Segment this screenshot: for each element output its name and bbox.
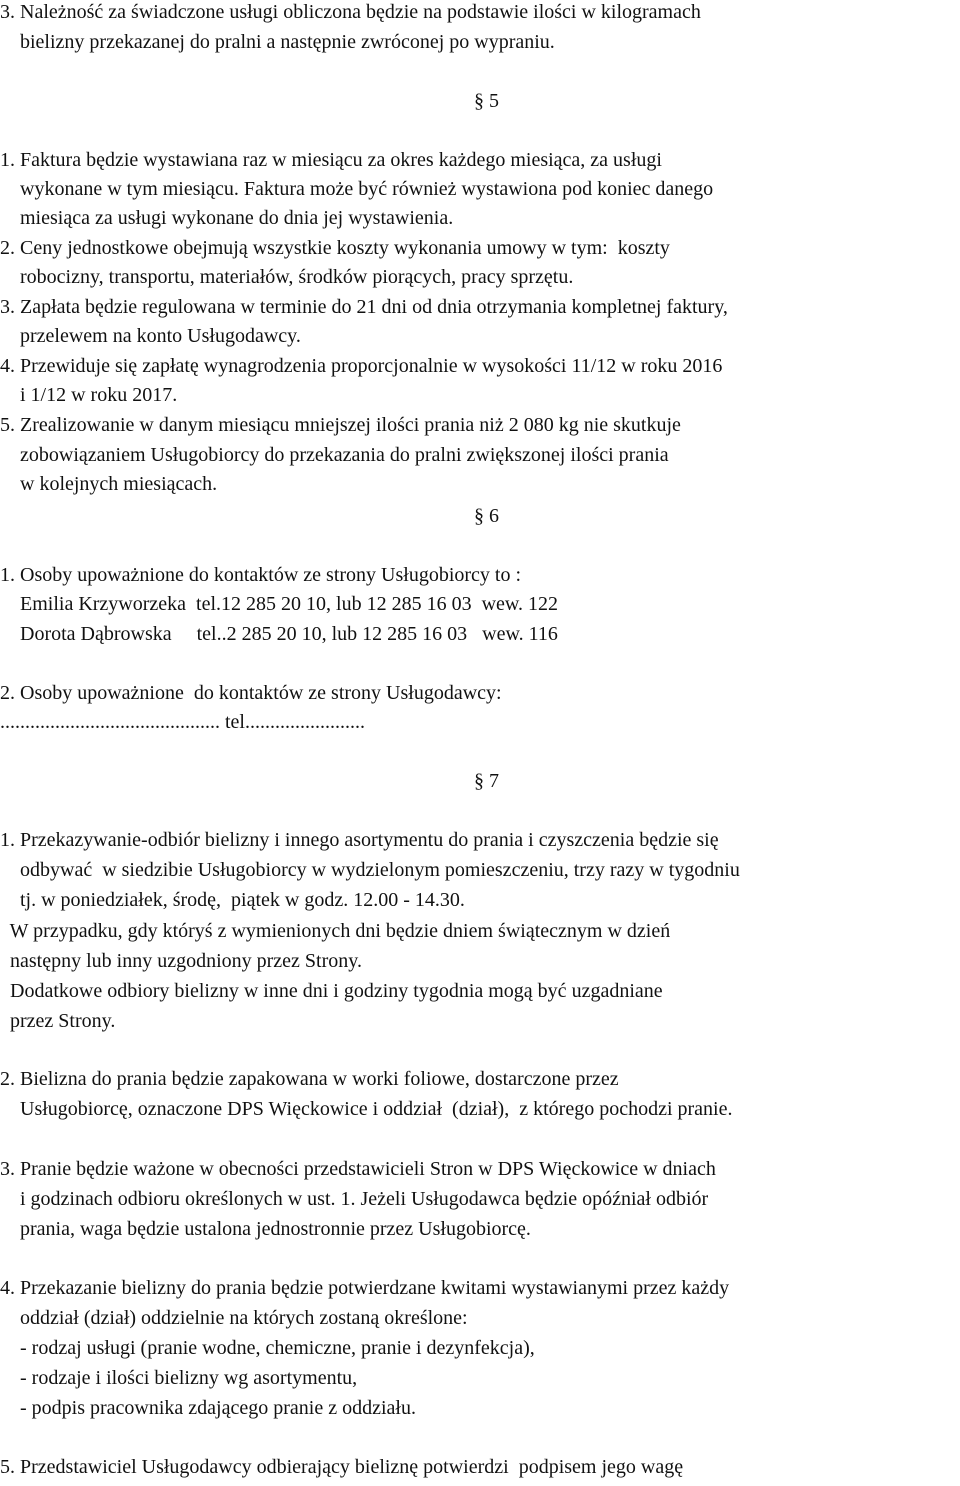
paragraph-line: robocizny, transportu, materiałów, środków piorących, pracy sprzętu. — [0, 266, 574, 288]
paragraph-line: W przypadku, gdy któryś z wymienionych dni będzie dniem świątecznym w dzień — [0, 920, 671, 942]
contact-line: Dorota Dąbrowska tel..2 285 20 10, lub 12 285 16 03 wew. 116 — [0, 623, 558, 645]
paragraph-line: Usługobiorcę, oznaczone DPS Więckowice i oddział (dział), z którego pochodzi pranie. — [0, 1098, 733, 1120]
paragraph-line: tj. w poniedziałek, środę, piątek w godz. 12.00 - 14.30. — [0, 889, 465, 911]
paragraph-line: 5. Przedstawiciel Usługodawcy odbierający bieliznę potwierdzi podpisem jego wagę — [0, 1456, 684, 1478]
paragraph-line: 1. Osoby upoważnione do kontaktów ze strony Usługobiorcy to : — [0, 564, 522, 586]
section-heading-5: § 5 — [474, 90, 499, 112]
paragraph-line: 5. Zrealizowanie w danym miesiącu mniejszej ilości prania niż 2 080 kg nie skutkuje — [0, 414, 681, 436]
paragraph-line: następny lub inny uzgodniony przez Strony. — [0, 950, 362, 972]
paragraph-line: miesiąca za usługi wykonane do dnia jej wystawienia. — [0, 207, 454, 229]
paragraph-line: 1. Faktura będzie wystawiana raz w miesiącu za okres każdego miesiąca, za usługi — [0, 149, 662, 171]
paragraph-line: 4. Przewiduje się zapłatę wynagrodzenia proporcjonalnie w wysokości 11/12 w roku 2016 — [0, 355, 723, 377]
paragraph-line: i godzinach odbioru określonych w ust. 1. Jeżeli Usługodawca będzie opóźniał odbiór — [0, 1188, 709, 1210]
paragraph-line: odbywać w siedzibie Usługobiorcy w wydzielonym pomieszczeniu, trzy razy w tygodniu — [0, 859, 740, 881]
paragraph-line: zobowiązaniem Usługobiorcy do przekazania do pralni zwiększonej ilości prania — [0, 444, 669, 466]
paragraph-line: 2. Ceny jednostkowe obejmują wszystkie koszty wykonania umowy w tym: koszty — [0, 237, 670, 259]
list-item: - podpis pracownika zdającego pranie z oddziału. — [0, 1397, 416, 1419]
section-heading-7: § 7 — [474, 770, 499, 792]
paragraph-line: 2. Osoby upoważnione do kontaktów ze strony Usługodawcy: — [0, 682, 502, 704]
paragraph-line: w kolejnych miesiącach. — [0, 473, 218, 495]
paragraph-line: 3. Pranie będzie ważone w obecności przedstawicieli Stron w DPS Więckowice w dniach — [0, 1158, 716, 1180]
contact-line: Emilia Krzyworzeka tel.12 285 20 10, lub 12 285 16 03 wew. 122 — [0, 593, 559, 615]
paragraph-line: i 1/12 w roku 2017. — [0, 384, 178, 406]
paragraph-line: 2. Bielizna do prania będzie zapakowana w worki foliowe, dostarczone przez — [0, 1068, 619, 1090]
contact-placeholder-line: ............................................ tel........................ — [0, 711, 365, 733]
paragraph-line: przez Strony. — [0, 1010, 116, 1032]
paragraph-line: wykonane w tym miesiącu. Faktura może być również wystawiona pod koniec danego — [0, 178, 714, 200]
paragraph-line: przelewem na konto Usługodawcy. — [0, 325, 301, 347]
paragraph-line: 4. Przekazanie bielizny do prania będzie potwierdzane kwitami wystawianymi przez każdy — [0, 1277, 730, 1299]
paragraph-line: 1. Przekazywanie-odbiór bielizny i innego asortymentu do prania i czyszczenia będzie się — [0, 829, 719, 851]
section-heading-6: § 6 — [474, 505, 499, 527]
paragraph-line: bielizny przekazanej do pralni a następnie zwróconej po wypraniu. — [0, 31, 555, 53]
list-item: - rodzaj usługi (pranie wodne, chemiczne, pranie i dezynfekcja), — [0, 1337, 535, 1359]
paragraph-line: prania, waga będzie ustalona jednostronnie przez Usługobiorcę. — [0, 1218, 531, 1240]
paragraph-line: Dodatkowe odbiory bielizny w inne dni i godziny tygodnia mogą być uzgadniane — [0, 980, 663, 1002]
paragraph-line: oddział (dział) oddzielnie na których zostaną określone: — [0, 1307, 468, 1329]
list-item: - rodzaje i ilości bielizny wg asortymentu, — [0, 1367, 358, 1389]
paragraph-line: 3. Należność za świadczone usługi obliczona będzie na podstawie ilości w kilogramach — [0, 1, 701, 23]
paragraph-line: 3. Zapłata będzie regulowana w terminie do 21 dni od dnia otrzymania kompletnej faktury, — [0, 296, 728, 318]
